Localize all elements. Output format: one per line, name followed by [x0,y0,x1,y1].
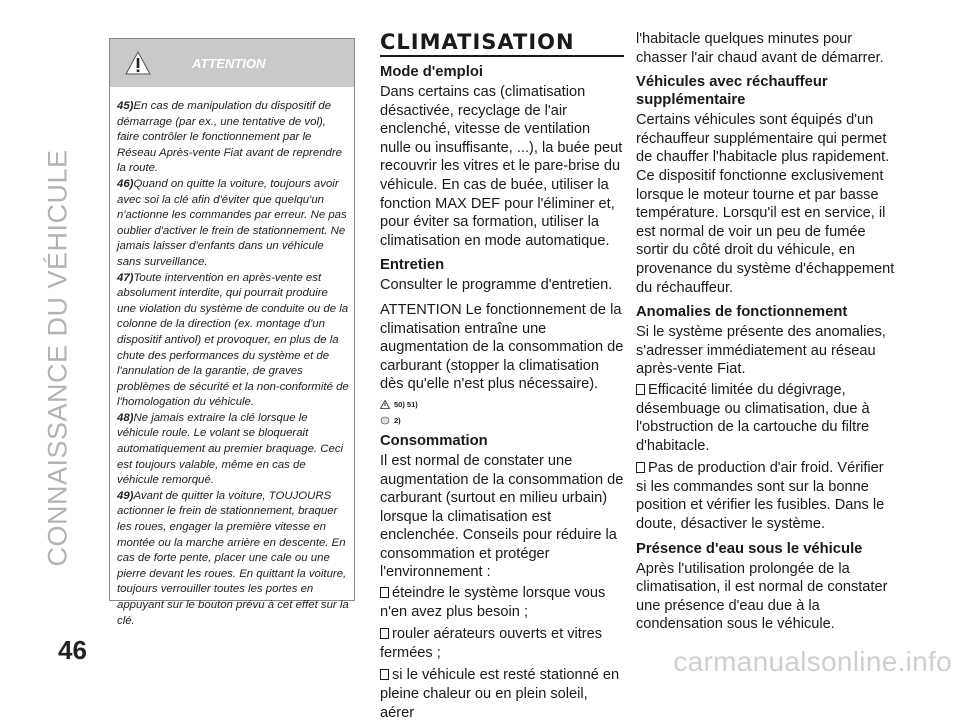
paragraph-attention: ATTENTION Le fonctionnement de la climatisation entraîne une augmentation de la consommation de carburant (stopper la climatisation dès qu'elle n'est plus nécessaire). [380,301,624,393]
heading-entretien: Entretien [380,257,445,274]
paragraph-rechauffeur: Certains véhicules sont équipés d'un réchauffeur supplémentaire qui permet de chauffer l'habitacle plus rapidement. Ce dispositif fonctionne exclusivement lorsque le moteur tourne et par basse température. Lorsqu'il est en service, il est normal de voir un peu de fumée sortir du côté droit du véhicule, en provenance du système d'échappement du réchauffeur. [636,112,895,296]
leaf-icon [380,416,390,425]
warning-item-text: En cas de manipulation du dispositif de démarrage (par ex., une tentative de vol), faire contrôler le fonctionnement par le Réseau Après-vente Fiat avant de reprendre la route. [117,100,342,175]
chapter-title: CLIMATISATION [380,30,624,57]
warning-item [117,99,349,177]
warning-item [117,489,349,629]
page-number: 46 [58,635,87,665]
paragraph-anomalies: Si le système présente des anomalies, s'adresser immédiatement au réseau après-vente Fiat. [636,324,886,378]
warning-item-text: Quand on quitte la voiture, toujours avoir avec soi la clé afin d'éviter que quelqu'un n'actionne les commandes par erreur. Ne pas oublier d'activer le frein de stationnement. Ne jamais laisser d'enfants dans un véhicule sans surveillance. [117,177,347,268]
warning-title: ATTENTION [192,56,266,71]
heading-consommation: Consommation [380,432,488,449]
notice-references [380,416,624,426]
list-item [636,381,898,455]
bullet-square-icon [636,462,645,473]
paragraph-entretien: Consulter le programme d'entretien. [380,277,613,294]
section-title-vertical: CONNAISSANCE DU VÉHICULE [42,149,73,567]
list-item-text: si le véhicule est resté stationné en pleine chaleur ou en plein soleil, aérer [380,667,620,721]
list-item [380,584,624,621]
paragraph-mode-emploi: Dans certains cas (climatisation désactivée, recyclage de l'air enclenché, vitesse de ventilation nulle ou insuffisante, ...), la buée peut recouvrir les vitres et le pare-brise du véhicule. En cas de buée, utiliser la fonction MAX DEF pour l'éliminer et, pour éviter sa formation, utiliser la climatisation en mode automatique. [380,84,623,249]
bullet-square-icon [380,628,389,639]
warning-references [380,400,624,410]
warning-item-number: 49) [117,489,134,502]
list-item-text: éteindre le système lorsque vous n'en avez plus besoin ; [380,585,606,620]
list-item [380,625,624,662]
warning-body [110,87,354,629]
warning-header [110,39,354,87]
bullet-square-icon [380,669,389,680]
warning-item-number: 48) [117,411,134,424]
warning-item [117,411,349,489]
paragraph-continued: l'habitacle quelques minutes pour chasser l'air chaud avant de démarrer. [636,31,884,66]
warning-item-number: 46) [117,177,134,190]
bullet-square-icon [636,384,645,395]
reference-numbers: 50) 51) [394,399,418,409]
list-item-text: rouler aérateurs ouverts et vitres fermées ; [380,626,603,661]
heading-mode-emploi: Mode d'emploi [380,64,483,80]
heading-anomalies: Anomalies de fonctionnement [636,304,848,321]
warning-item-text: Avant de quitter la voiture, TOUJOURS actionner le frein de stationnement, braquer les roues, engager la première vitesse en montée ou la marche arrière en descente. En cas de forte pente, placer une cale ou une pierre devant les roues. En quittant la voiture, toujours verrouiller toutes les portes en appuyant sur le bouton prévu à cet effet sur la clé. [117,489,349,627]
warning-item-number: 45) [117,100,134,112]
reference-numbers: 2) [394,415,401,425]
warning-item-text: Toute intervention en après-vente est absolument interdite, qui pourrait produire une violation du système de conduite ou de la colonne de la direction (ex. montage d'un dispositif antivol) et provoquer, en plus de la chute des performances du système et de l'annulation de la garantie, de graves problèmes de sécurité et la non-conformité de l'homologation du véhicule. [117,271,349,409]
warning-item [117,271,349,411]
warning-item-number: 47) [117,271,134,284]
column-climatisation [380,30,624,726]
heading-rechauffeur: Véhicules avec réchauffeur supplémentaire [636,74,828,109]
paragraph-consommation: Il est normal de constater une augmentation de la consommation de carburant (surtout en milieu urbain) lorsque la climatisation est enclenchée. Conseils pour réduire la consommation et protéger l'environnement : [380,452,624,581]
warning-triangle-icon [125,51,151,75]
heading-eau: Présence d'eau sous le véhicule [636,540,863,557]
list-item [380,666,624,722]
warning-box [109,38,355,627]
warning-item [117,177,349,271]
paragraph-eau: Après l'utilisation prolongée de la climatisation, il est normal de constater une présence d'eau due à la condensation sous le véhicule. [636,560,888,633]
warning-item-text: Ne jamais extraire la clé lorsque le véhicule roule. Le volant se bloquerait automatiquement au premier braquage. Ceci est toujours valable, même en cas de véhicule remorqué. [117,411,344,487]
list-item [636,459,898,533]
list-item-text: Efficacité limitée du dégivrage, désembuage ou climatisation, due à l'obstruction de la cartouche du filtre d'habitacle. [636,381,870,454]
bullet-square-icon [380,587,389,598]
column-continued [636,30,898,640]
warning-small-icon [380,400,390,409]
watermark: carmanualsonline.info [673,646,952,677]
list-item-text: Pas de production d'air froid. Vérifier si les commandes sont sur la bonne position et vérifier les fusibles. Dans le doute, désactiver le système. [636,460,885,533]
